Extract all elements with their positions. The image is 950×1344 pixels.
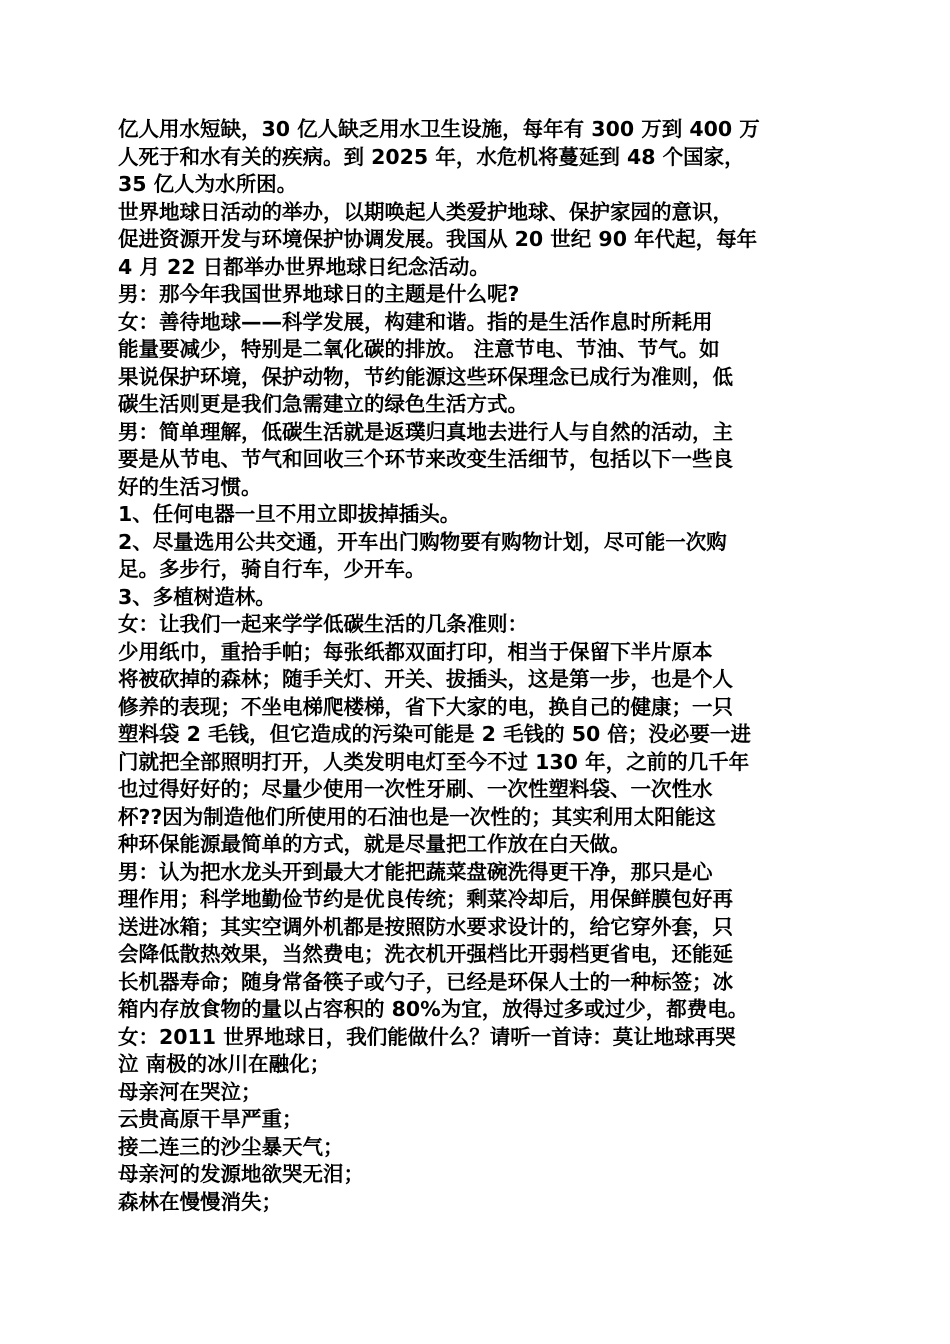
text-line: 将被砍掉的森林；随手关灯、开关、拔插头，这是第一步，也是个人 (118, 667, 733, 691)
text-line: 人死于和水有关的疾病。到 2025 年，水危机将蔓延到 48 个国家， (118, 144, 745, 169)
text-line: 男：那今年我国世界地球日的主题是什么呢? (118, 282, 520, 306)
text-line: 女：2011 世界地球日，我们能做什么？请听一首诗：莫让地球再哭 (118, 1024, 736, 1049)
text-line: 1、任何电器一旦不用立即拔掉插头。 (118, 502, 461, 526)
text-line: 4 月 22 日都举办世界地球日纪念活动。 (118, 254, 490, 279)
text-line: 母亲河在哭泣； (118, 1079, 262, 1104)
text-line: 塑料袋 2 毛钱，但它造成的污染可能是 2 毛钱的 50 倍；没必要一进 (118, 722, 751, 746)
text-line: 3、多植树造林。 (118, 584, 276, 609)
text-line: 长机器寿命；随身常备筷子或勺子，已经是环保人士的一种标签；冰 (118, 969, 733, 994)
text-line: 足。多步行，骑自行车，少开车。 (118, 557, 426, 581)
text-line: 好的生活习惯。 (118, 474, 262, 499)
text-line: 会降低散热效果，当然费电；洗衣机开强档比开弱档更省电，还能延 (118, 942, 733, 966)
text-line: 理作用；科学地勤俭节约是优良传统；剩菜冷却后，用保鲜膜包好再 (118, 887, 733, 911)
text-line: 2、尽量选用公共交通，开车出门购物要有购物计划，尽可能一次购 (118, 529, 727, 554)
text-line: 男：简单理解，低碳生活就是返璞归真地去进行人与自然的活动，主 (118, 419, 733, 444)
text-line: 女：善待地球——科学发展，构建和谐。指的是生活作息时所耗用 (118, 309, 713, 334)
text-line: 世界地球日活动的举办，以期唤起人类爱护地球、保护家园的意识， (118, 199, 733, 224)
text-line: 女：让我们一起来学学低碳生活的几条准则： (118, 612, 528, 636)
text-line: 能量要减少，特别是二氧化碳的排放。 注意节电、节油、节气。如 (118, 337, 720, 361)
text-line: 碳生活则更是我们急需建立的绿色生活方式。 (118, 392, 528, 416)
text-line: 杯??因为制造他们所使用的石油也是一次性的；其实利用太阳能这 (118, 804, 716, 829)
text-line: 箱内存放食物的量以占容积的 80%为宜，放得过多或过少，都费电。 (118, 997, 749, 1021)
text-line: 少用纸巾，重拾手帕；每张纸都双面打印，相当于保留下半片原本 (118, 639, 713, 664)
text-line: 促进资源开发与环境保护协调发展。我国从 20 世纪 90 年代起，每年 (118, 227, 758, 251)
text-line: 种环保能源最简单的方式，就是尽量把工作放在白天做。 (118, 832, 631, 856)
document-body (118, 116, 838, 1216)
text-line: 亿人用水短缺，30 亿人缺乏用水卫生设施，每年有 300 万到 400 万 (118, 117, 760, 141)
text-line: 35 亿人为水所困。 (118, 172, 298, 196)
text-line: 接二连三的沙尘暴天气； (118, 1134, 344, 1159)
text-line: 要是从节电、节气和回收三个环节来改变生活细节，包括以下一些良 (118, 447, 733, 471)
text-line: 修养的表现；不坐电梯爬楼梯，省下大家的电，换自己的健康；一只 (118, 694, 733, 719)
text-line: 森林在慢慢消失； (118, 1189, 282, 1214)
text-line: 也过得好好的；尽量少使用一次性牙刷、一次性塑料袋、一次性水 (118, 777, 713, 801)
text-line: 泣 南极的冰川在融化； (118, 1052, 331, 1076)
text-line: 果说保护环境，保护动物，节约能源这些环保理念已成行为准则，低 (118, 364, 733, 389)
text-line: 门就把全部照明打开，人类发明电灯至今不过 130 年，之前的几千年 (118, 749, 750, 774)
text-line: 送进冰箱；其实空调外机都是按照防水要求设计的，给它穿外套，只 (118, 914, 733, 939)
text-line: 云贵高原干旱严重； (118, 1107, 303, 1131)
text-line: 男：认为把水龙头开到最大才能把蔬菜盘碗洗得更干净，那只是心 (118, 859, 713, 884)
text-line: 母亲河的发源地欲哭无泪； (118, 1162, 364, 1186)
